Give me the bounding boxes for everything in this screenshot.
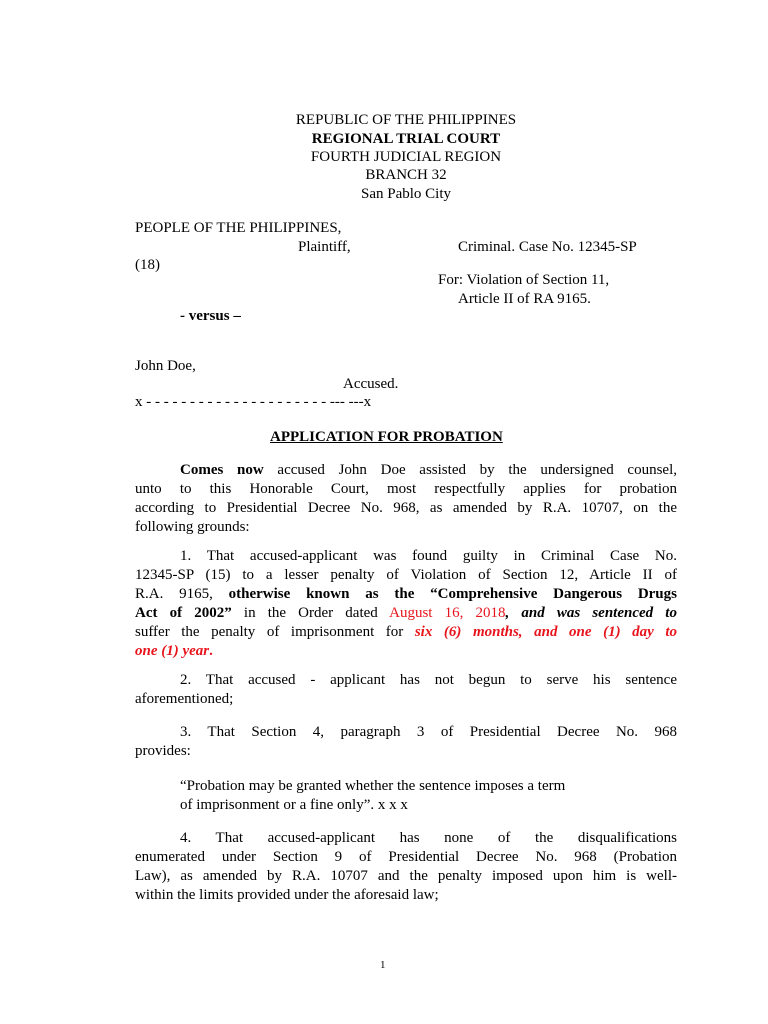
- ground-3-paragraph: 3. That Section 4, paragraph 3 of Presidential Decree No. 968 provides:: [135, 724, 677, 759]
- plaintiff-role: Plaintiff,: [298, 239, 351, 255]
- plaintiff-name: PEOPLE OF THE PHILIPPINES,: [135, 220, 342, 236]
- quote-line-1: “Probation may be granted whether the sentence imposes a term: [180, 778, 566, 794]
- charge-line-1: For: Violation of Section 11,: [438, 272, 610, 288]
- page-number: 1: [380, 959, 386, 971]
- ground-4-paragraph: 4. That accused-applicant has none of the disqualifications enumerated under Section 9 of Presidential Decree No. 968 (Probation Law), as amended by R.A. 10707 and the penalty imposed upon him is well- within the limits provided under the aforesaid law;: [135, 830, 677, 903]
- court-header-city: San Pablo City: [360, 186, 451, 202]
- quote-line-2: of imprisonment or a fine only”. x x x: [180, 797, 408, 813]
- court-header-rtc: REGIONAL TRIAL COURT: [311, 131, 501, 147]
- court-header-republic: REPUBLIC OF THE PHILIPPINES: [295, 112, 517, 128]
- ground-1-paragraph: 1. That accused-applicant was found guilty in Criminal Case No. 12345-SP (15) to a lesser penalty of Violation of Section 12, Article II of R.A. 9165, otherwise known as the “Comprehensive Dangerous Drugs Act of 2002” in the Order dated August 16, 2018, and was sentenced to suffer the penalty of imprisonment for six (6) months, and one (1) day to one (1) year.: [135, 548, 677, 659]
- intro-paragraph: Comes now accused John Doe assisted by the undersigned counsel, unto to this Honorable Court, most respectfully applies for probation according to Presidential Decree No. 968, as amended by R.A. 10707, on the following grounds:: [135, 462, 677, 535]
- penalty-term: six (6) months, and one (1) day to: [414, 624, 677, 640]
- versus-label: - versus –: [180, 308, 241, 324]
- order-date: August 16, 2018: [389, 605, 506, 621]
- court-header-region: FOURTH JUDICIAL REGION: [310, 149, 502, 165]
- charge-line-2: Article II of RA 9165.: [458, 291, 591, 307]
- case-number: Criminal. Case No. 12345-SP: [458, 239, 637, 255]
- document-title: APPLICATION FOR PROBATION: [270, 429, 503, 445]
- case-number-suffix: (18): [135, 257, 160, 273]
- ground-2-paragraph: 2. That accused - applicant has not begun to serve his sentence aforementioned;: [135, 672, 677, 707]
- court-header-branch: BRANCH 32: [365, 167, 447, 183]
- accused-role: Accused.: [343, 376, 399, 392]
- accused-name: John Doe,: [135, 358, 196, 374]
- caption-separator: x - - - - - - - - - - - - - - - - - - - - - --- ---x: [135, 394, 372, 410]
- intro-bold-start: Comes now: [180, 462, 264, 478]
